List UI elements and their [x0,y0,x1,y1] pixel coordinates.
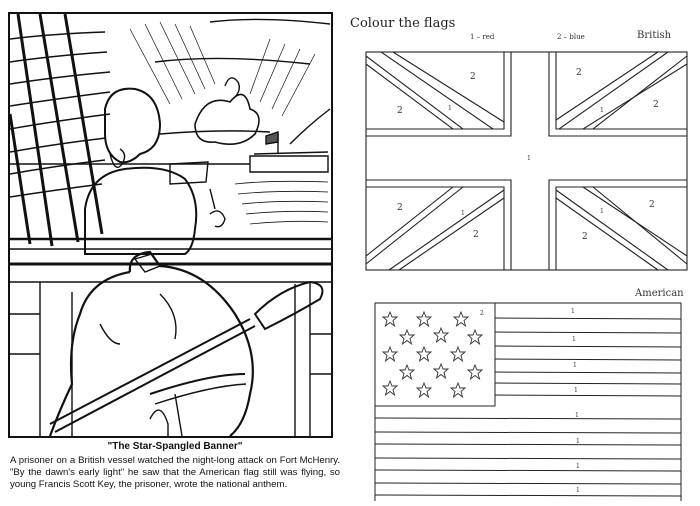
tl-upper-number: 2 [470,72,476,82]
page-heading: Colour the flags [350,16,456,31]
canton-number: 2 [480,310,484,317]
caption-title: "The Star-Spangled Banner" [107,441,243,452]
legend-red: 1 – red [470,33,495,41]
caption-body: A prisoner on a British vessel watched the night-long attack on Fort McHenry. "By the dawn's early light" he saw that the American flag still was flying, so young Francis Scott Key, the prisoner, wrote the national anthem. [10,455,340,490]
us-flag-outline [374,302,684,501]
stripe-number: 1 [573,362,577,369]
stripe-number: 1 [576,463,580,470]
stripe-number: 1 [571,308,575,315]
stripe-number: 1 [576,438,580,445]
center-cross-number: 1 [527,155,531,162]
br-lower-number: 2 [582,232,588,242]
stripe-number: 1 [574,387,578,394]
br-diag-number: 1 [600,208,604,215]
tr-lower-number: 2 [653,100,659,110]
legend-blue: 2 – blue [557,33,585,41]
stripe-number: 1 [576,487,580,494]
tr-upper-number: 2 [576,68,582,78]
bl-lower-number: 2 [473,230,479,240]
british-flag-label: British [637,30,672,41]
star-spangled-banner-illustration [8,12,333,438]
br-upper-number: 2 [649,200,655,210]
tr-diag-number: 1 [600,107,604,114]
american-flag-label: American [635,288,684,299]
tl-diag-number: 1 [448,105,452,112]
left-page [0,0,350,501]
american-flag [374,302,684,501]
ship-deck-drawing [10,14,331,436]
bl-upper-number: 2 [397,203,403,213]
stripe-number: 1 [572,336,576,343]
bl-diag-number: 1 [461,210,465,217]
tl-lower-number: 2 [397,106,403,116]
british-flag [363,50,690,272]
stripe-number: 1 [575,412,579,419]
